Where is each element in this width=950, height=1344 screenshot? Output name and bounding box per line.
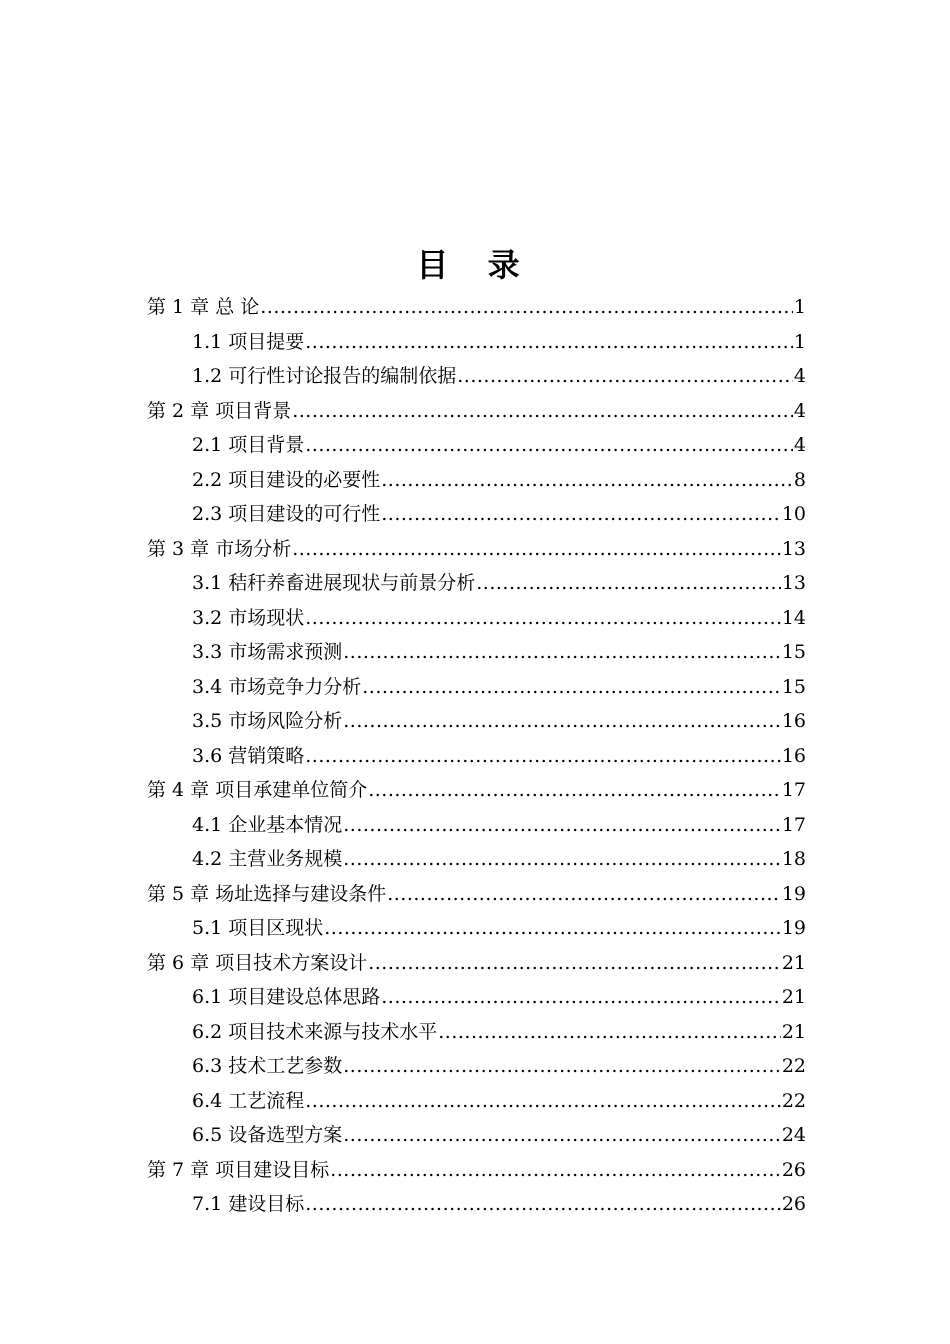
toc-section-entry[interactable] — [147, 982, 806, 1017]
toc-dot-leader — [292, 538, 781, 560]
toc-entry-label: 2.1 项目背景 — [192, 434, 305, 456]
toc-dot-leader — [343, 814, 781, 836]
toc-page-number: 17 — [781, 813, 806, 836]
toc-page-number: 17 — [781, 779, 806, 801]
toc-section-entry[interactable] — [147, 603, 806, 638]
toc-dot-leader — [381, 469, 793, 491]
toc-entry-label: 第 7 章 项目建设目标 — [147, 1158, 330, 1181]
toc-dot-leader — [343, 848, 781, 870]
toc-entry-label: 第 4 章 项目承建单位简介 — [147, 779, 368, 801]
toc-section-entry[interactable] — [147, 913, 806, 948]
toc-section-entry[interactable] — [147, 361, 806, 396]
toc-page-number: 18 — [781, 848, 806, 870]
toc-dot-leader — [381, 986, 781, 1008]
toc-page-number: 10 — [781, 503, 806, 525]
toc-dot-leader — [343, 1055, 781, 1077]
toc-entry-label: 3.1 秸秆养畜进展现状与前景分析 — [192, 572, 476, 594]
toc-entry-label: 6.4 工艺流程 — [192, 1089, 305, 1112]
toc-chapter-entry[interactable] — [147, 775, 806, 810]
toc-page-number: 4 — [793, 434, 806, 456]
toc-dot-leader — [305, 607, 781, 629]
table-of-contents — [147, 292, 806, 1224]
toc-entry-label: 2.2 项目建设的必要性 — [192, 468, 381, 491]
page-title: 目 录 — [416, 246, 534, 284]
toc-entry-label: 6.1 项目建设总体思路 — [192, 986, 381, 1008]
toc-entry-label: 第 5 章 场址选择与建设条件 — [147, 882, 387, 905]
toc-dot-leader — [305, 1193, 781, 1215]
toc-dot-leader — [381, 503, 781, 525]
toc-section-entry[interactable] — [147, 672, 806, 707]
toc-entry-label: 6.5 设备选型方案 — [192, 1124, 343, 1146]
toc-page-number: 16 — [781, 744, 806, 767]
toc-dot-leader — [324, 917, 781, 939]
toc-dot-leader — [305, 745, 781, 767]
toc-entry-label: 第 3 章 市场分析 — [147, 537, 292, 560]
toc-entry-label: 3.4 市场竞争力分析 — [192, 675, 362, 698]
toc-dot-leader — [368, 952, 781, 974]
toc-dot-leader — [343, 710, 781, 732]
toc-dot-leader — [260, 296, 793, 318]
toc-section-entry[interactable] — [147, 465, 806, 500]
toc-dot-leader — [457, 365, 793, 387]
toc-entry-label: 1.1 项目提要 — [192, 330, 305, 353]
toc-entry-label: 第 6 章 项目技术方案设计 — [147, 951, 368, 974]
toc-dot-leader — [387, 883, 781, 905]
toc-dot-leader — [330, 1159, 781, 1181]
toc-chapter-entry[interactable] — [147, 1155, 806, 1190]
toc-page-number: 4 — [793, 399, 806, 422]
toc-page-number: 21 — [781, 951, 806, 974]
toc-entry-label: 6.3 技术工艺参数 — [192, 1055, 343, 1077]
toc-entry-label: 3.6 营销策略 — [192, 744, 305, 767]
toc-entry-label: 1.2 可行性讨论报告的编制依据 — [192, 365, 457, 387]
toc-entry-label: 第 1 章 总 论 — [147, 296, 260, 318]
toc-dot-leader — [368, 779, 781, 801]
toc-entry-label: 4.2 主营业务规模 — [192, 848, 343, 870]
toc-section-entry[interactable] — [147, 1120, 806, 1155]
toc-section-entry[interactable] — [147, 327, 806, 362]
toc-section-entry[interactable] — [147, 741, 806, 776]
toc-entry-label: 3.5 市场风险分析 — [192, 710, 343, 732]
toc-entry-label: 第 2 章 项目背景 — [147, 399, 292, 422]
toc-chapter-entry[interactable] — [147, 534, 806, 569]
toc-page-number: 15 — [781, 641, 806, 663]
toc-page-number: 24 — [781, 1124, 806, 1146]
toc-page-number: 19 — [781, 882, 806, 905]
toc-dot-leader — [305, 434, 793, 456]
toc-page-number: 1 — [793, 330, 806, 353]
toc-section-entry[interactable] — [147, 637, 806, 672]
toc-page-number: 14 — [781, 606, 806, 629]
toc-page-number: 15 — [781, 675, 806, 698]
toc-page-number: 22 — [781, 1055, 806, 1077]
toc-page-number: 1 — [793, 296, 806, 318]
toc-dot-leader — [305, 1090, 781, 1112]
toc-entry-label: 2.3 项目建设的可行性 — [192, 503, 381, 525]
toc-dot-leader — [438, 1021, 781, 1043]
toc-page-number: 26 — [781, 1158, 806, 1181]
toc-section-entry[interactable] — [147, 706, 806, 741]
toc-entry-label: 4.1 企业基本情况 — [192, 813, 343, 836]
toc-section-entry[interactable] — [147, 1017, 806, 1052]
toc-entry-label: 3.3 市场需求预测 — [192, 641, 343, 663]
toc-dot-leader — [292, 400, 793, 422]
toc-entry-label: 7.1 建设目标 — [192, 1193, 305, 1215]
toc-page-number: 16 — [781, 710, 806, 732]
toc-page-number: 26 — [781, 1193, 806, 1215]
toc-section-entry[interactable] — [147, 499, 806, 534]
toc-chapter-entry[interactable] — [147, 879, 806, 914]
toc-page-number: 13 — [781, 537, 806, 560]
toc-section-entry[interactable] — [147, 1051, 806, 1086]
toc-page-number: 13 — [781, 572, 806, 594]
toc-chapter-entry[interactable] — [147, 292, 806, 327]
toc-entry-label: 3.2 市场现状 — [192, 606, 305, 629]
toc-section-entry[interactable] — [147, 810, 806, 845]
toc-section-entry[interactable] — [147, 568, 806, 603]
toc-dot-leader — [305, 331, 793, 353]
toc-dot-leader — [343, 1124, 781, 1146]
toc-page-number: 8 — [793, 468, 806, 491]
toc-section-entry[interactable] — [147, 1189, 806, 1224]
toc-page-number: 21 — [781, 986, 806, 1008]
toc-page-number: 19 — [781, 917, 806, 939]
toc-section-entry[interactable] — [147, 844, 806, 879]
toc-page-number: 22 — [781, 1089, 806, 1112]
toc-dot-leader — [362, 676, 781, 698]
toc-dot-leader — [343, 641, 781, 663]
toc-section-entry[interactable] — [147, 430, 806, 465]
toc-dot-leader — [476, 572, 781, 594]
toc-entry-label: 5.1 项目区现状 — [192, 917, 324, 939]
toc-entry-label: 6.2 项目技术来源与技术水平 — [192, 1020, 438, 1043]
toc-chapter-entry[interactable] — [147, 396, 806, 431]
toc-chapter-entry[interactable] — [147, 948, 806, 983]
toc-section-entry[interactable] — [147, 1086, 806, 1121]
toc-page-number: 21 — [781, 1020, 806, 1043]
toc-page-number: 4 — [793, 365, 806, 387]
